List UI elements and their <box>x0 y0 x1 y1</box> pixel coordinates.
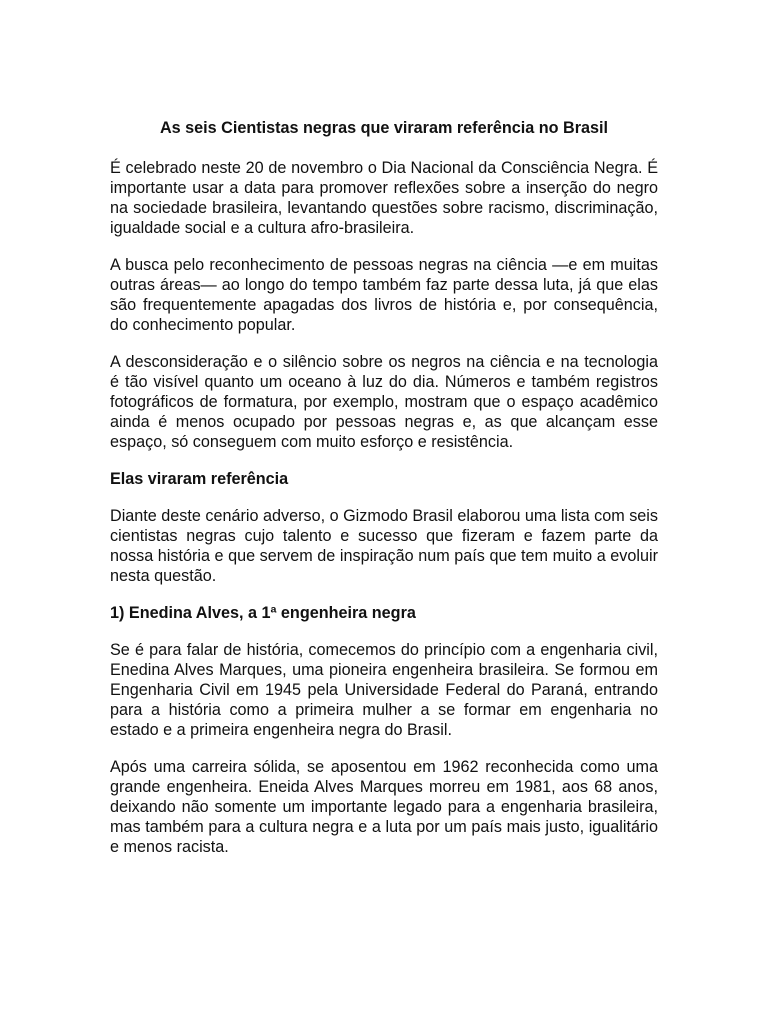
document-title: As seis Cientistas negras que viraram referência no Brasil <box>159 119 609 137</box>
section-heading: Elas viraram referência <box>110 470 289 488</box>
subsection-paragraph-1: Se é para falar de história, comecemos do princípio com a engenharia civil, Enedina Alves Marques, uma pioneira engenheira brasileira. Se formou em Engenharia Civil em 1945 pela Universidade Federal do Paraná, entrando para a história como a primeira mulher a se formar em engenharia no estado e a primeira engenheira negra do Brasil. <box>110 641 658 739</box>
section-paragraph: Diante deste cenário adverso, o Gizmodo Brasil elaborou uma lista com seis cientistas negras cujo talento e sucesso que fizeram e fazem parte da nossa história e que servem de inspiração num país que tem muito a evoluir nesta questão. <box>110 507 658 585</box>
subsection-heading: 1) Enedina Alves, a 1ª engenheira negra <box>110 604 416 622</box>
subsection-paragraph-2: Após uma carreira sólida, se aposentou em 1962 reconhecida como uma grande engenheira. Eneida Alves Marques morreu em 1981, aos 68 anos, deixando não somente um importante legado para a engenharia brasileira, mas também para a cultura negra e a luta por um país mais justo, igualitário e menos racista. <box>110 758 658 856</box>
intro-paragraph-2: A busca pelo reconhecimento de pessoas negras na ciência —e em muitas outras áreas— ao longo do tempo também faz parte dessa luta, já que elas são frequentemente apagadas dos livros de história e, por consequência, do conhecimento popular. <box>110 256 658 334</box>
intro-paragraph-1: É celebrado neste 20 de novembro o Dia Nacional da Consciência Negra. É importante usar a data para promover reflexões sobre a inserção do negro na sociedade brasileira, levantando questões sobre racismo, discriminação, igualdade social e a cultura afro-brasileira. <box>110 159 658 237</box>
intro-paragraph-3: A desconsideração e o silêncio sobre os negros na ciência e na tecnologia é tão visível quanto um oceano à luz do dia. Números e também registros fotográficos de formatura, por exemplo, mostram que o espaço acadêmico ainda é menos ocupado por pessoas negras e, as que alcançam esse espaço, só conseguem com muito esforço e resistência. <box>110 353 658 451</box>
document-page <box>110 118 658 874</box>
